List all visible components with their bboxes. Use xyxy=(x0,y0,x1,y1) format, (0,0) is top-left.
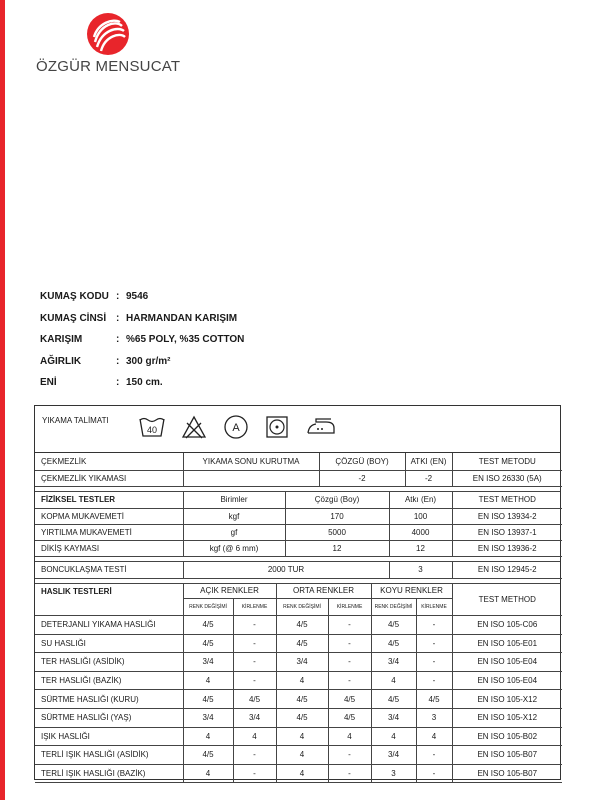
spec-colon: : xyxy=(116,377,120,389)
table-cell: EN ISO 12945-2 xyxy=(452,562,562,578)
table-cell: 4 xyxy=(371,671,416,690)
table-cell: ÇÖZGÜ (BOY) xyxy=(319,453,405,470)
svg-text:40: 40 xyxy=(146,425,158,435)
spec-value: HARMANDAN KARIŞIM xyxy=(126,312,238,324)
table-cell: 3/4 xyxy=(276,653,328,672)
table-cell: 4/5 xyxy=(183,616,233,635)
svg-text:A: A xyxy=(232,422,240,434)
table-row xyxy=(35,525,562,541)
spec-row xyxy=(40,308,244,330)
spec-label: ENİ xyxy=(40,377,57,389)
table-cell: Çözgü (Boy) xyxy=(285,492,389,509)
table-cell: 4/5 xyxy=(328,708,371,727)
table-cell: 4/5 xyxy=(276,616,328,635)
spec-row xyxy=(40,286,244,308)
table-cell: AÇIK RENKLER xyxy=(183,584,276,599)
table-cell: 4 xyxy=(233,727,276,746)
table-cell: - xyxy=(233,634,276,653)
brand-name: ÖZGÜR MENSUCAT xyxy=(36,58,181,75)
table-cell: SU HASLIĞI xyxy=(35,634,183,653)
table-cell: 12 xyxy=(285,541,389,557)
table-cell: 4/5 xyxy=(276,708,328,727)
wash-40-icon xyxy=(139,416,165,438)
table-row xyxy=(35,671,562,690)
table-cell: IŞIK HASLIĞI xyxy=(35,727,183,746)
table-cell: TEST METHOD xyxy=(452,584,562,616)
washing-title: YIKAMA TALİMATI xyxy=(42,416,109,425)
spec-value: 150 cm. xyxy=(126,377,163,389)
table-cell: 3/4 xyxy=(233,708,276,727)
spec-label: KARIŞIM xyxy=(40,334,83,346)
spec-value: 9546 xyxy=(126,291,149,303)
table-cell: EN ISO 105-B02 xyxy=(452,727,562,746)
table-cell: EN ISO 105-E01 xyxy=(452,634,562,653)
table-cell: EN ISO 105-B07 xyxy=(452,746,562,765)
table-cell: -2 xyxy=(319,470,405,486)
test-results-sheet xyxy=(34,405,561,780)
fastness-table xyxy=(35,584,562,784)
table-cell: 4 xyxy=(183,671,233,690)
table-cell: KOYU RENKLER xyxy=(371,584,452,599)
table-cell: EN ISO 13937-1 xyxy=(452,525,562,541)
table-cell: FİZİKSEL TESTLER xyxy=(35,492,183,509)
table-row xyxy=(35,690,562,709)
spec-colon: : xyxy=(116,312,120,324)
table-cell: EN ISO 13934-2 xyxy=(452,509,562,525)
table-cell: ÇEKMEZLİK xyxy=(35,453,183,470)
shrinkage-table xyxy=(35,453,562,487)
table-row xyxy=(35,470,562,486)
table-cell: HASLIK TESTLERİ xyxy=(35,584,183,616)
table-cell: ATKI (EN) xyxy=(405,453,452,470)
table-cell: - xyxy=(328,653,371,672)
table-cell: 3/4 xyxy=(371,708,416,727)
fabric-specs xyxy=(40,286,244,394)
table-cell: RENK DEĞİŞİMİ xyxy=(276,599,328,616)
table-cell: 3 xyxy=(416,708,452,727)
table-cell: SÜRTME HASLIĞI (KURU) xyxy=(35,690,183,709)
table-cell: kgf (@ 6 mm) xyxy=(183,541,285,557)
table-cell: - xyxy=(328,671,371,690)
table-cell: 3/4 xyxy=(183,708,233,727)
table-cell: KİRLENME xyxy=(416,599,452,616)
table-cell: - xyxy=(233,764,276,783)
table-cell: - xyxy=(416,616,452,635)
table-cell: BONCUKLAŞMA TESTİ xyxy=(35,562,183,578)
spec-row xyxy=(40,329,244,351)
table-cell: 4 xyxy=(183,727,233,746)
table-cell: 4 xyxy=(276,671,328,690)
table-cell: 3/4 xyxy=(371,746,416,765)
table-cell: 4/5 xyxy=(371,616,416,635)
table-row xyxy=(35,634,562,653)
table-cell: Atkı (En) xyxy=(389,492,452,509)
spec-colon: : xyxy=(116,334,120,346)
table-cell: RENK DEĞİŞİMİ xyxy=(371,599,416,616)
table-cell: - xyxy=(233,746,276,765)
spec-value: %65 POLY, %35 COTTON xyxy=(126,334,245,346)
table-cell: 4/5 xyxy=(233,690,276,709)
table-header-row xyxy=(35,453,562,470)
table-cell: - xyxy=(328,634,371,653)
washing-instructions xyxy=(35,406,560,453)
red-edge-stripe xyxy=(0,0,5,800)
table-cell: - xyxy=(233,653,276,672)
spec-value: 300 gr/m² xyxy=(126,355,171,367)
table-cell: EN ISO 105-C06 xyxy=(452,616,562,635)
table-cell: 4/5 xyxy=(416,690,452,709)
table-cell: - xyxy=(328,764,371,783)
table-cell: DETERJANLI YIKAMA HASLIĞI xyxy=(35,616,183,635)
table-cell: 2000 TUR xyxy=(183,562,389,578)
table-cell: - xyxy=(233,616,276,635)
table-header-row xyxy=(35,492,562,509)
table-cell: EN ISO 105-X12 xyxy=(452,690,562,709)
table-cell: - xyxy=(416,764,452,783)
table-cell: 4/5 xyxy=(328,690,371,709)
table-cell: TERLİ IŞIK HASLIĞI (BAZİK) xyxy=(35,764,183,783)
table-cell: EN ISO 105-X12 xyxy=(452,708,562,727)
table-cell: 4/5 xyxy=(183,634,233,653)
table-header-row xyxy=(35,584,562,599)
spec-row xyxy=(40,351,244,373)
dry-clean-a-icon xyxy=(223,414,249,440)
table-cell: EN ISO 105-B07 xyxy=(452,764,562,783)
table-cell: 4/5 xyxy=(276,634,328,653)
spec-label: KUMAŞ KODU xyxy=(40,291,109,303)
table-cell: gf xyxy=(183,525,285,541)
table-cell: - xyxy=(328,746,371,765)
spec-colon: : xyxy=(116,355,120,367)
table-cell: ORTA RENKLER xyxy=(276,584,371,599)
table-row xyxy=(35,708,562,727)
company-logo xyxy=(36,12,196,75)
table-cell: 170 xyxy=(285,509,389,525)
table-cell: TEST METODU xyxy=(452,453,562,470)
table-cell: TERLİ IŞIK HASLIĞI (ASİDİK) xyxy=(35,746,183,765)
pilling-table xyxy=(35,562,562,579)
table-cell: 4 xyxy=(276,727,328,746)
table-cell: 100 xyxy=(389,509,452,525)
physical-tests-table xyxy=(35,492,562,558)
table-cell: 4/5 xyxy=(371,634,416,653)
table-cell: 5000 xyxy=(285,525,389,541)
table-cell: 12 xyxy=(389,541,452,557)
table-cell: - xyxy=(328,616,371,635)
table-row xyxy=(35,653,562,672)
table-cell: 4/5 xyxy=(183,690,233,709)
table-cell: TER HASLIĞI (BAZİK) xyxy=(35,671,183,690)
table-cell: TER HASLIĞI (ASİDİK) xyxy=(35,653,183,672)
table-cell: 4/5 xyxy=(371,690,416,709)
table-cell: EN ISO 26330 (5A) xyxy=(452,470,562,486)
iron-icon xyxy=(305,417,337,437)
table-cell: TEST METHOD xyxy=(452,492,562,509)
table-row xyxy=(35,727,562,746)
table-cell: EN ISO 13936-2 xyxy=(452,541,562,557)
table-cell: ÇEKMEZLİK YIKAMASI xyxy=(35,470,183,486)
table-cell: YIKAMA SONU KURUTMA xyxy=(183,453,319,470)
table-cell: 4/5 xyxy=(183,746,233,765)
no-bleach-icon xyxy=(181,415,207,439)
table-row xyxy=(35,746,562,765)
table-cell: 4/5 xyxy=(276,690,328,709)
table-cell: 4 xyxy=(183,764,233,783)
table-cell: 4 xyxy=(328,727,371,746)
table-row xyxy=(35,562,562,578)
table-cell: RENK DEĞİŞİMİ xyxy=(183,599,233,616)
table-cell: - xyxy=(416,634,452,653)
spec-row xyxy=(40,372,244,394)
table-cell: kgf xyxy=(183,509,285,525)
table-cell: -2 xyxy=(405,470,452,486)
table-cell: DİKİŞ KAYMASI xyxy=(35,541,183,557)
table-cell: 3 xyxy=(389,562,452,578)
table-row xyxy=(35,509,562,525)
table-cell: - xyxy=(416,671,452,690)
tumble-dry-icon xyxy=(265,415,289,439)
table-cell: 3/4 xyxy=(371,653,416,672)
table-cell: KİRLENME xyxy=(233,599,276,616)
table-cell: EN ISO 105-E04 xyxy=(452,653,562,672)
table-cell: YIRTILMA MUKAVEMETİ xyxy=(35,525,183,541)
table-cell: 3 xyxy=(371,764,416,783)
table-cell: 4 xyxy=(276,764,328,783)
table-row xyxy=(35,764,562,783)
spec-colon: : xyxy=(116,291,120,303)
table-row xyxy=(35,541,562,557)
table-cell: 4 xyxy=(371,727,416,746)
table-cell: - xyxy=(416,653,452,672)
logo-mark-icon xyxy=(86,12,130,56)
table-cell: 3/4 xyxy=(183,653,233,672)
table-cell: KİRLENME xyxy=(328,599,371,616)
table-cell xyxy=(183,470,319,486)
table-cell: SÜRTME HASLIĞI (YAŞ) xyxy=(35,708,183,727)
table-cell: Birimler xyxy=(183,492,285,509)
table-cell: - xyxy=(416,746,452,765)
spec-label: KUMAŞ CİNSİ xyxy=(40,312,107,324)
table-cell: EN ISO 105-E04 xyxy=(452,671,562,690)
table-cell: 4 xyxy=(416,727,452,746)
table-cell: 4000 xyxy=(389,525,452,541)
table-cell: KOPMA MUKAVEMETİ xyxy=(35,509,183,525)
table-row xyxy=(35,616,562,635)
spec-label: AĞIRLIK xyxy=(40,355,82,367)
care-symbols xyxy=(139,414,353,440)
table-cell: 4 xyxy=(276,746,328,765)
table-cell: - xyxy=(233,671,276,690)
